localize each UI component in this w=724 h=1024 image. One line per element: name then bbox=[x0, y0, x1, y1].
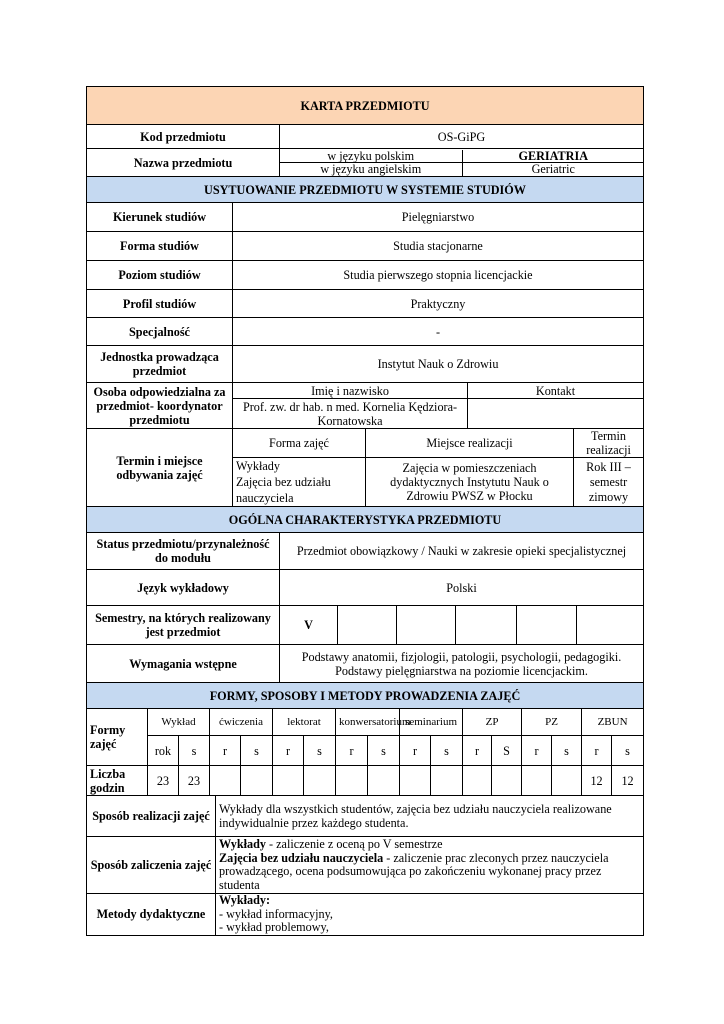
profil-value: Praktyczny bbox=[233, 290, 644, 318]
formy-row-label: Formy zajęć bbox=[87, 709, 148, 766]
semestry-label: Semestry, na których realizowany jest przedmiot bbox=[87, 606, 280, 645]
poziom-label: Poziom studiów bbox=[87, 261, 233, 290]
table-header-section bbox=[86, 86, 644, 203]
termin-label: Termin i miejsce odbywania zajęć bbox=[87, 429, 233, 507]
nazwa-en-label: w języku angielskim bbox=[280, 163, 462, 176]
zaliczenie-wyklady-text: - zaliczenie z oceną po V semestrze bbox=[265, 837, 443, 851]
wymagania-label: Wymagania wstępne bbox=[87, 645, 280, 683]
forma-type: Wykład bbox=[148, 709, 210, 736]
table-osoba-termin bbox=[86, 382, 644, 507]
subheader-cell: s bbox=[179, 736, 210, 766]
subheader-cell: r bbox=[582, 736, 612, 766]
semestr-cell bbox=[397, 606, 456, 645]
termin-miejsce: Zajęcia w pomieszczeniach dydaktycznych Instytutu Nauk o Zdrowiu PWSZ w Płocku bbox=[366, 458, 574, 507]
hours-cell bbox=[400, 766, 431, 796]
hours-cell bbox=[522, 766, 552, 796]
jednostka-label: Jednostka prowadząca przedmiot bbox=[87, 346, 233, 383]
profil-label: Profil studiów bbox=[87, 290, 233, 318]
hours-cell bbox=[492, 766, 522, 796]
subheader-cell: s bbox=[431, 736, 463, 766]
subheader-cell: s bbox=[304, 736, 336, 766]
kierunek-label: Kierunek studiów bbox=[87, 203, 233, 232]
subheader-cell: s bbox=[368, 736, 400, 766]
subheader-cell: rok bbox=[148, 736, 179, 766]
subheader-cell: r bbox=[336, 736, 368, 766]
termin-termin-header: Termin realizacji bbox=[574, 429, 644, 458]
metody-item: - wykład problemowy, bbox=[219, 920, 329, 934]
zaliczenie-zajecia-bold: Zajęcia bez udziału nauczyciela bbox=[219, 850, 384, 865]
kierunek-value: Pielęgniarstwo bbox=[233, 203, 644, 232]
realizacja-value: Wykłady dla wszystkich studentów, zajęcia bez udziału nauczyciela realizowane indywidualnie przez każdego studenta. bbox=[216, 796, 644, 837]
zaliczenie-zajecia-text: - zaliczenie prac zleconych przez nauczyciela prowadzącego, ocena podsumowująca po zakończeniu wykonanej pracy przez studenta bbox=[219, 850, 609, 892]
formy-header: FORMY, SPOSOBY I METODY PROWADZENIA ZAJĘĆ bbox=[87, 683, 644, 709]
forma-type: seminarium bbox=[400, 709, 463, 736]
status-value: Przedmiot obowiązkowy / Nauki w zakresie opieki specjalistycznej bbox=[280, 533, 644, 570]
osoba-name: Prof. zw. dr hab. n med. Kornelia Kędziora-Kornatowska bbox=[233, 399, 468, 429]
hours-cell bbox=[273, 766, 304, 796]
nazwa-label: Nazwa przedmiotu bbox=[87, 149, 280, 177]
status-label: Status przedmiotu/przynależność do modułu bbox=[87, 533, 280, 570]
termin-miejsce-header: Miejsce realizacji bbox=[366, 429, 574, 458]
hours-cell: 23 bbox=[179, 766, 210, 796]
hours-cell bbox=[552, 766, 582, 796]
subheader-cell: r bbox=[463, 736, 492, 766]
hours-cell bbox=[368, 766, 400, 796]
realizacja-label: Sposób realizacji zajęć bbox=[87, 796, 216, 837]
hours-cell: 23 bbox=[148, 766, 179, 796]
specjalnosc-label: Specjalność bbox=[87, 318, 233, 346]
semestr-cell bbox=[456, 606, 517, 645]
osoba-name-header: Imię i nazwisko bbox=[233, 383, 468, 399]
osoba-label: Osoba odpowiedzialna za przedmiot- koordynator przedmiotu bbox=[87, 383, 233, 429]
subheader-cell: s bbox=[552, 736, 582, 766]
table-usytuowanie bbox=[86, 202, 644, 383]
subheader-cell: r bbox=[273, 736, 304, 766]
card-title: KARTA PRZEDMIOTU bbox=[87, 87, 644, 125]
subheader-cell: S bbox=[492, 736, 522, 766]
jezyk-value: Polski bbox=[280, 570, 644, 606]
metody-label: Metody dydaktyczne bbox=[87, 894, 216, 936]
nazwa-en-value: Geriatric bbox=[462, 163, 644, 176]
hours-cell: 12 bbox=[582, 766, 612, 796]
table-ogolna bbox=[86, 506, 644, 709]
forma-type: lektorat bbox=[273, 709, 336, 736]
forma-type: ćwiczenia bbox=[210, 709, 273, 736]
semestr-cell bbox=[517, 606, 577, 645]
hours-cell bbox=[463, 766, 492, 796]
forma-type: ZBUN bbox=[582, 709, 644, 736]
termin-forma-header: Forma zajęć bbox=[233, 429, 366, 458]
ogolna-header: OGÓLNA CHARAKTERYSTYKA PRZEDMIOTU bbox=[87, 507, 644, 533]
termin-forma-line1: Wykłady bbox=[236, 459, 280, 473]
forma-type: ZP bbox=[463, 709, 522, 736]
forma-type: konwersatorium bbox=[336, 709, 400, 736]
forma-type: PZ bbox=[522, 709, 582, 736]
osoba-contact-header: Kontakt bbox=[468, 383, 644, 399]
table-sposoby bbox=[86, 795, 644, 936]
zaliczenie-label: Sposób zaliczenia zajęć bbox=[87, 837, 216, 894]
hours-cell bbox=[431, 766, 463, 796]
semestr-cell: V bbox=[280, 606, 338, 645]
hours-cell bbox=[241, 766, 273, 796]
termin-forma-line2: Zajęcia bez udziału nauczyciela bbox=[236, 475, 331, 505]
kod-label: Kod przedmiotu bbox=[87, 125, 280, 149]
jezyk-label: Język wykładowy bbox=[87, 570, 280, 606]
osoba-contact bbox=[468, 399, 644, 429]
metody-header: Wykłady: bbox=[219, 893, 271, 907]
hours-cell bbox=[336, 766, 368, 796]
jednostka-value: Instytut Nauk o Zdrowiu bbox=[233, 346, 644, 383]
table-formy bbox=[86, 708, 644, 796]
subheader-cell: r bbox=[210, 736, 241, 766]
subheader-cell: r bbox=[522, 736, 552, 766]
subheader-cell: s bbox=[241, 736, 273, 766]
kod-value: OS-GiPG bbox=[280, 125, 644, 149]
hours-cell bbox=[210, 766, 241, 796]
usytuowanie-header: USYTUOWANIE PRZEDMIOTU W SYSTEMIE STUDIÓW bbox=[87, 177, 644, 203]
metody-item: - wykład informacyjny, bbox=[219, 906, 333, 921]
poziom-value: Studia pierwszego stopnia licencjackie bbox=[233, 261, 644, 290]
termin-termin: Rok III – semestr zimowy bbox=[574, 458, 644, 507]
hours-label: Liczba godzin bbox=[87, 766, 148, 796]
subheader-cell: s bbox=[612, 736, 644, 766]
hours-cell bbox=[304, 766, 336, 796]
zaliczenie-wyklady-bold: Wykłady bbox=[219, 837, 266, 851]
specjalnosc-value: - bbox=[233, 318, 644, 346]
forma-studiow-label: Forma studiów bbox=[87, 232, 233, 261]
semestr-cell bbox=[577, 606, 644, 645]
subheader-cell: r bbox=[400, 736, 431, 766]
nazwa-pl-label: w języku polskim bbox=[280, 150, 462, 163]
hours-cell: 12 bbox=[612, 766, 644, 796]
wymagania-value: Podstawy anatomii, fizjologii, patologii, psychologii, pedagogiki. Podstawy pielęgniarstwa na poziomie licencjackim. bbox=[280, 645, 644, 683]
nazwa-pl-value: GERIATRIA bbox=[462, 150, 644, 163]
forma-studiow-value: Studia stacjonarne bbox=[233, 232, 644, 261]
semestr-cell bbox=[338, 606, 397, 645]
